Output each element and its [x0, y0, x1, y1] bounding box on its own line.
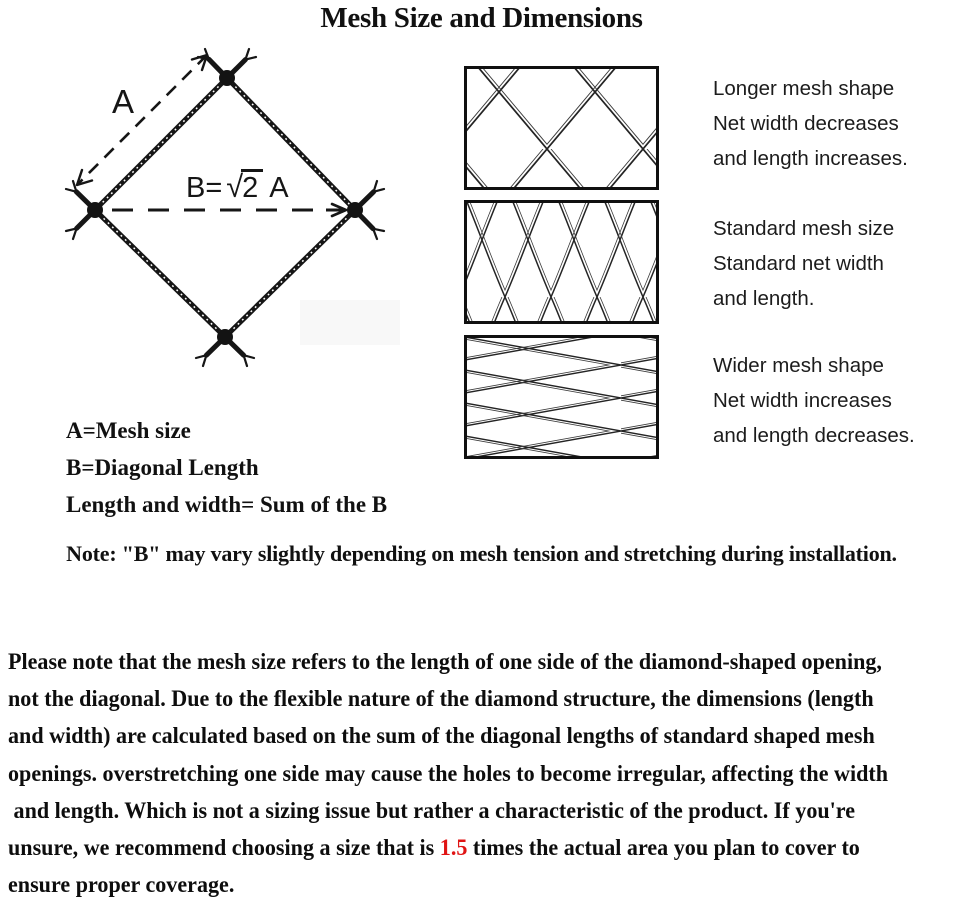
standard-mesh-pattern [467, 203, 656, 321]
caption-line: Wider mesh shape [713, 354, 884, 377]
mesh-size-a-label: A [112, 83, 135, 120]
paragraph-line: ensure proper coverage. [8, 872, 235, 899]
mesh-sample-wider [464, 335, 659, 459]
caption-line: Longer mesh shape [713, 77, 895, 100]
caption-line: Standard net width [713, 251, 884, 275]
paragraph-line: openings. overstretching one side may cause the holes to become irregular, affecting the width [8, 760, 889, 787]
highlight-pre: unsure, we recommend choosing a size that is [8, 834, 440, 861]
page-title: Mesh Size and Dimensions [320, 2, 643, 34]
formula-lhs: B= [186, 172, 223, 204]
paragraph-line: not the diagonal. Due to the flexible nature of the diamond structure, the dimensions (length [8, 686, 874, 713]
highlight-post: times the actual area you plan to cover to [467, 834, 860, 861]
caption-standard-mesh [713, 212, 894, 316]
caption-line: and length decreases. [713, 423, 915, 447]
caption-longer-mesh [713, 72, 908, 176]
caption-line: Net width decreases [713, 111, 899, 135]
mesh-sample-longer [464, 66, 659, 190]
formula-radicand: 2 [241, 169, 263, 204]
mesh-diamond-diagram [30, 40, 430, 370]
caption-line: and length increases. [713, 146, 908, 170]
highlight-value: 1.5 [439, 834, 468, 861]
diagonal-b-arrow [112, 204, 346, 216]
note-line: Note: "B" may vary slightly depending on mesh tension and stretching during installation. [66, 541, 897, 566]
diagram-legend [66, 412, 387, 523]
diagonal-formula [186, 169, 289, 205]
formula-rhs: A [269, 172, 289, 204]
legend-line-b: B=Diagonal Length [66, 455, 259, 480]
mesh-sample-standard [464, 200, 659, 324]
caption-wider-mesh [713, 349, 915, 453]
paragraph-line: and length. Which is not a sizing issue but rather a characteristic of the product. If you're [8, 797, 856, 824]
legend-line-sum: Length and width= Sum of the B [66, 492, 388, 517]
legend-line-a: A=Mesh size [66, 418, 191, 443]
sqrt-icon: √ [226, 169, 244, 204]
longer-mesh-pattern [467, 69, 656, 187]
paragraph-line: Please note that the mesh size refers to the length of one side of the diamond-shaped opening, [8, 649, 882, 675]
wider-mesh-pattern [467, 338, 656, 456]
paragraph-line-highlight [8, 830, 888, 867]
caption-line: Net width increases [713, 388, 892, 412]
caption-line: Standard mesh size [713, 217, 895, 240]
paragraph-line: and width) are calculated based on the sum of the diagonal lengths of standard shaped mesh [8, 723, 875, 750]
description-paragraph [8, 644, 944, 903]
caption-line: and length. [713, 286, 815, 310]
